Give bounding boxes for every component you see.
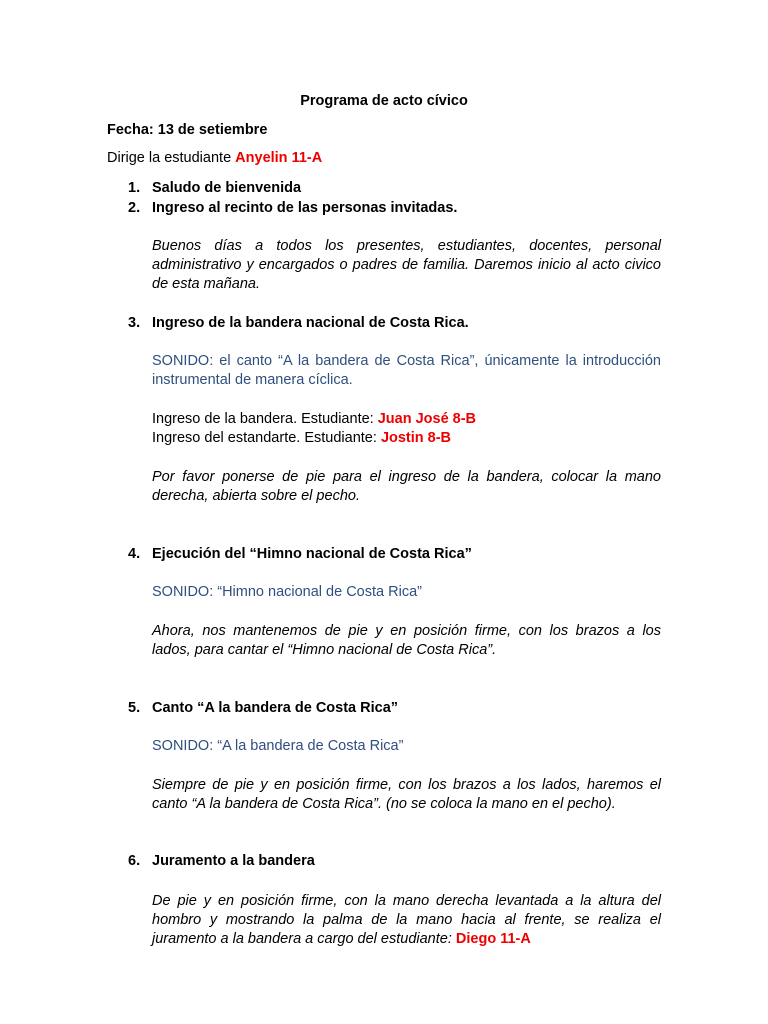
date-line: Fecha: 13 de setiembre — [107, 122, 268, 138]
item-6-title: Juramento a la bandera — [152, 853, 315, 869]
song-line: canto “A la bandera de Costa Rica”. (no se coloca la mano en el pecho). — [152, 796, 616, 813]
stand-line: Por favor ponerse de pie para el ingreso de la bandera, colocar la mano — [152, 469, 661, 485]
sound-instruction-2: SONIDO: “Himno nacional de Costa Rica” — [152, 584, 422, 600]
item-4-number: 4. — [128, 546, 141, 562]
page-title: Programa de acto cívico — [300, 93, 468, 109]
director-name: Anyelin 11-A — [235, 150, 323, 166]
banner-entry-label: Ingreso del estandarte. Estudiante: — [152, 430, 381, 446]
anthem-line: lados, para cantar el “Himno nacional de Costa Rica”. — [152, 642, 497, 659]
item-2-number: 2. — [128, 200, 141, 216]
banner-entry-name: Jostin 8-B — [380, 430, 452, 446]
stand-line: derecha, abierta sobre el pecho. — [152, 488, 360, 505]
oath-line: De pie y en posición firme, con la mano derecha levantada a la altura del — [152, 893, 661, 909]
item-3-title: Ingreso de la bandera nacional de Costa Rica. — [152, 315, 469, 331]
item-1-number: 1. — [128, 180, 141, 196]
item-5-number: 5. — [128, 700, 141, 716]
item-5-title: Canto “A la bandera de Costa Rica” — [152, 700, 399, 716]
director-label: Dirige la estudiante — [107, 150, 236, 166]
item-3-number: 3. — [128, 315, 141, 331]
song-line: Siempre de pie y en posición firme, con los brazos a los lados, haremos el — [152, 777, 661, 793]
anthem-paragraph — [152, 622, 661, 660]
welcome-line: de esta mañana. — [152, 276, 261, 293]
sound-line: SONIDO: el canto “A la bandera de Costa Rica”, únicamente la introducción — [152, 353, 661, 369]
sound-instruction-3: SONIDO: “A la bandera de Costa Rica” — [152, 738, 404, 754]
oath-line-last — [152, 930, 661, 949]
oath-paragraph — [152, 892, 661, 950]
item-6-number: 6. — [128, 853, 141, 869]
oath-student-name: Diego 11-A — [455, 931, 531, 948]
welcome-paragraph — [152, 237, 661, 295]
welcome-line: administrativo y encargados o padres de familia. Daremos inicio al acto civico — [152, 257, 661, 274]
stand-paragraph — [152, 468, 661, 506]
anthem-line: Ahora, nos mantenemos de pie y en posición firme, con los brazos a los — [152, 623, 661, 639]
sound-instruction-1 — [152, 352, 661, 390]
flag-entry-label: Ingreso de la bandera. Estudiante: — [152, 411, 378, 427]
item-4-title: Ejecución del “Himno nacional de Costa Rica” — [152, 546, 472, 562]
flag-entry-line — [152, 410, 476, 429]
item-1-title: Saludo de bienvenida — [152, 180, 302, 196]
sound-line: instrumental de manera cíclica. — [152, 372, 353, 389]
flag-entry-name: Juan José 8-B — [377, 411, 477, 427]
banner-entry-line — [152, 429, 451, 448]
director-line — [107, 149, 322, 168]
welcome-line: Buenos días a todos los presentes, estudiantes, docentes, personal — [152, 238, 661, 254]
song-paragraph — [152, 776, 661, 814]
item-2-title: Ingreso al recinto de las personas invitadas. — [152, 200, 458, 216]
oath-line: hombro y mostrando la palma de la mano hacia al frente, se realiza el — [152, 912, 661, 929]
oath-text: juramento a la bandera a cargo del estudiante: — [152, 931, 456, 948]
